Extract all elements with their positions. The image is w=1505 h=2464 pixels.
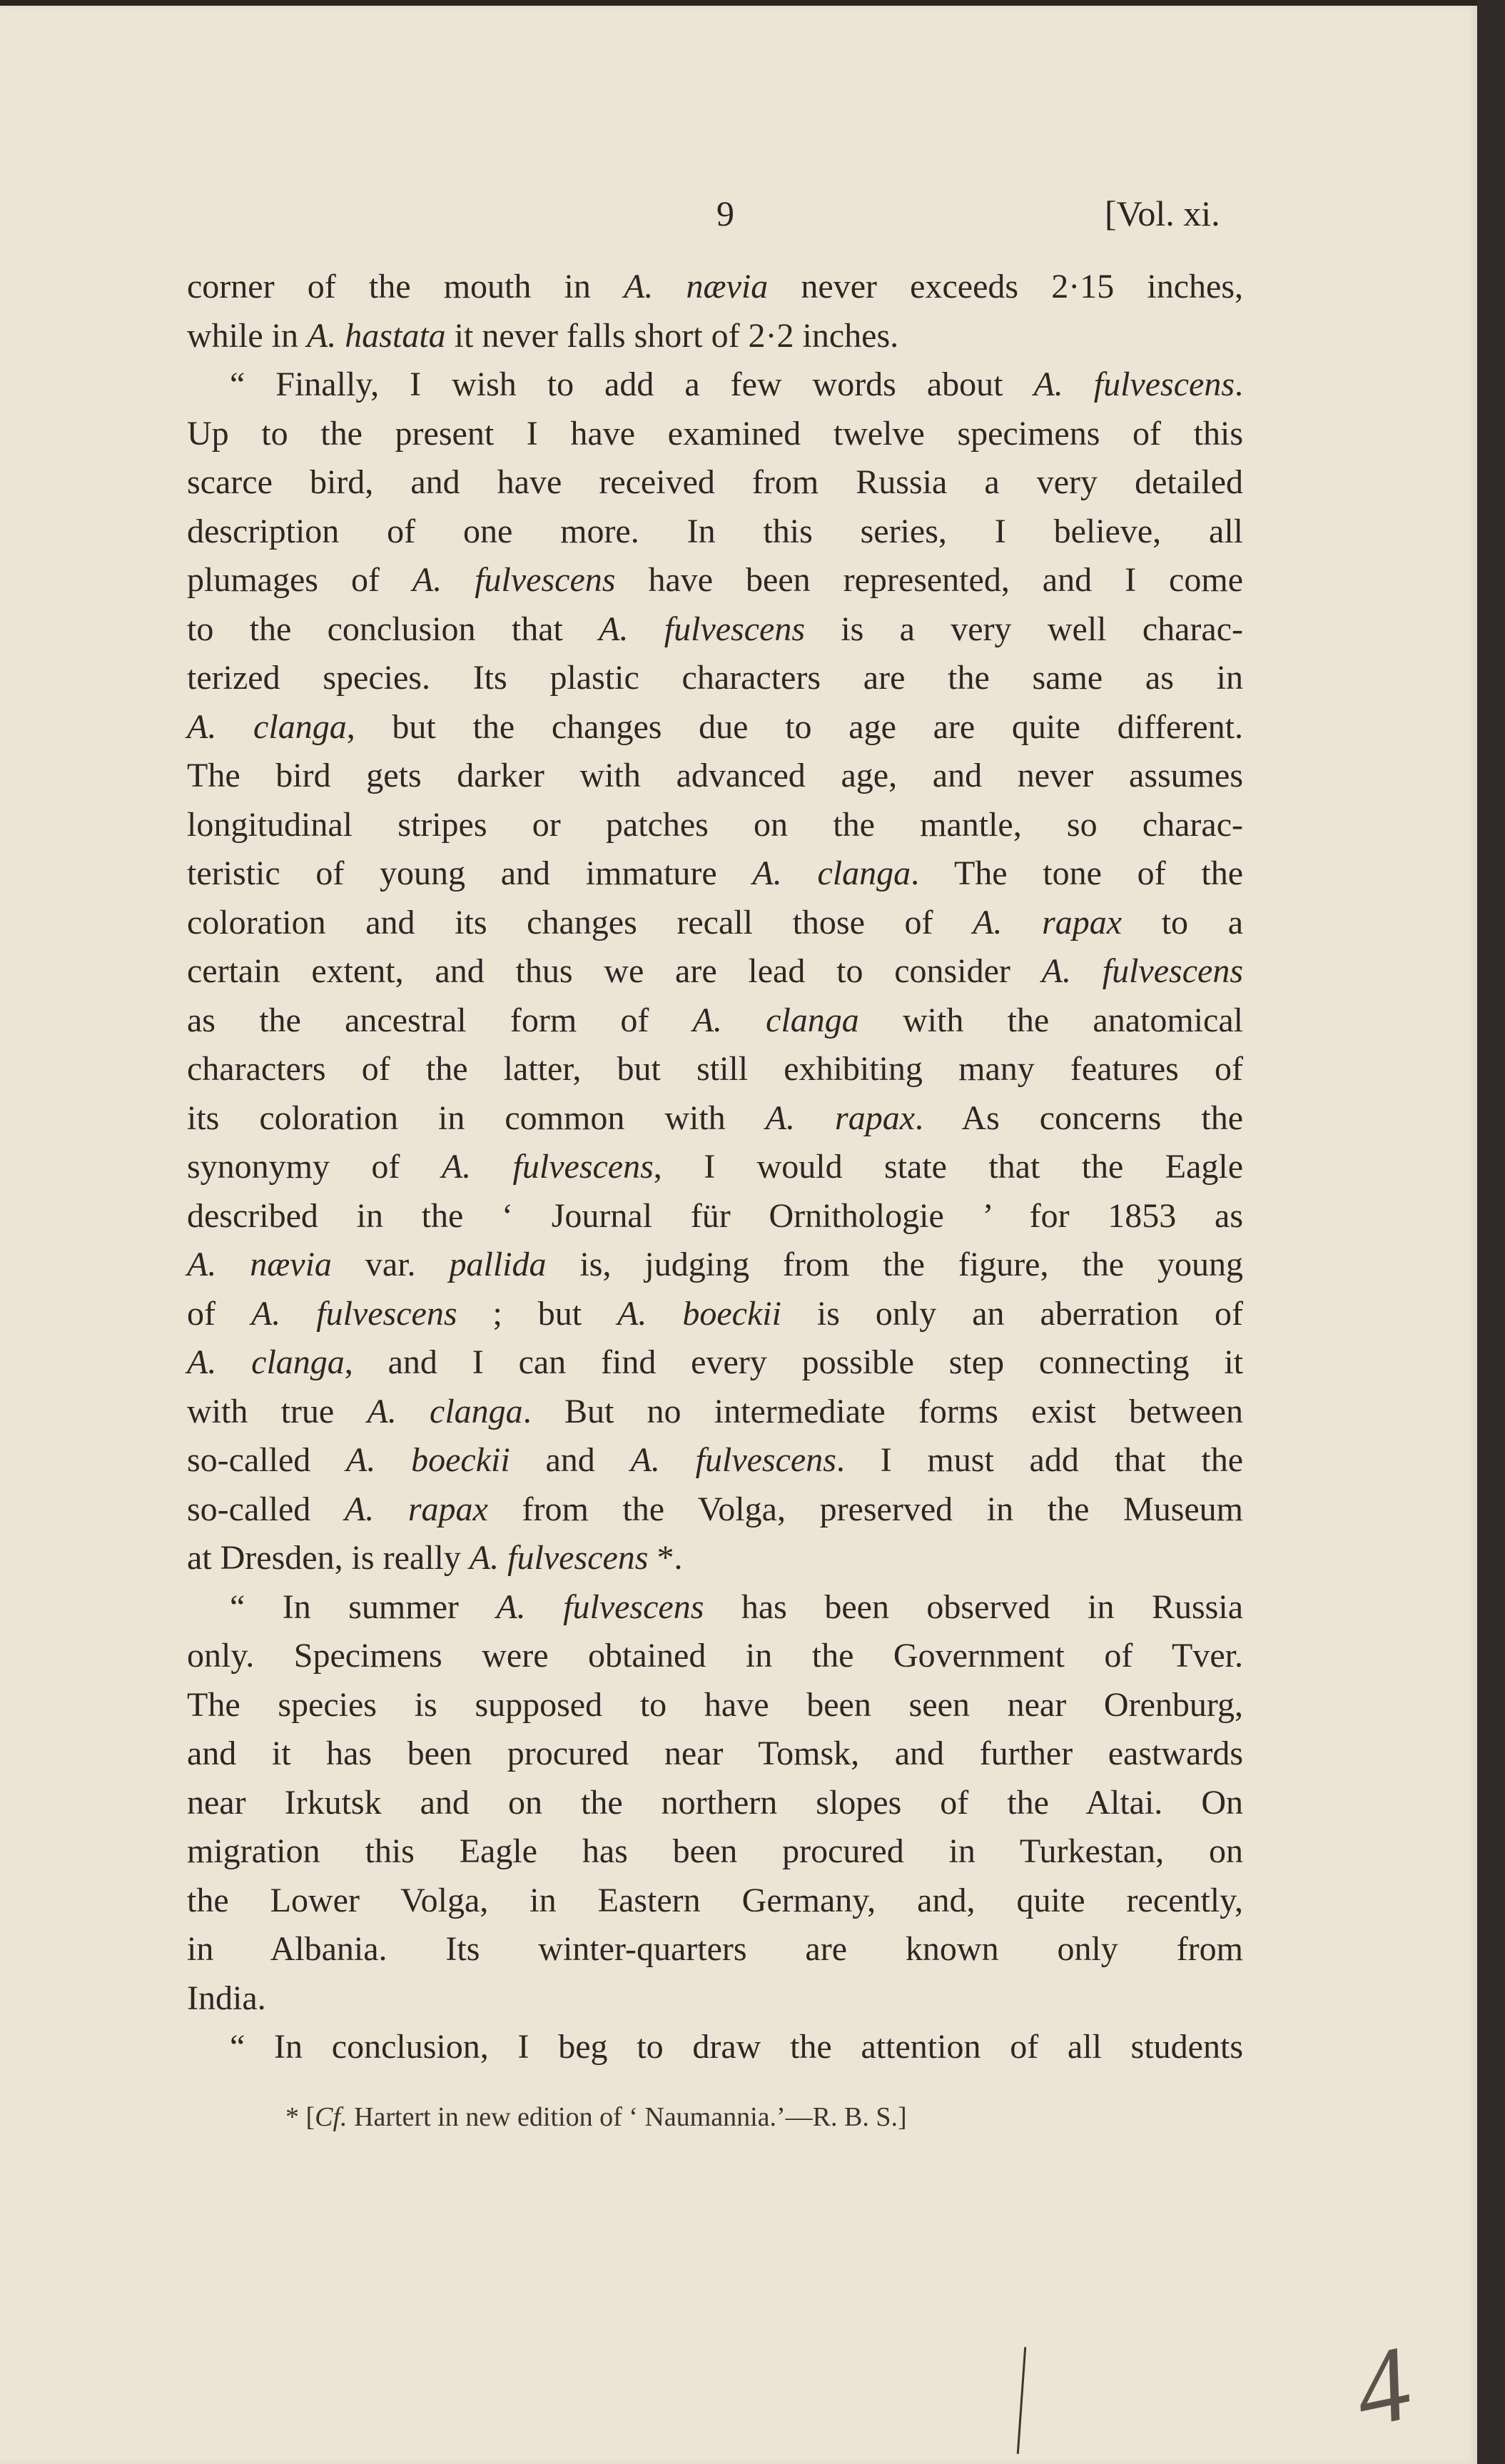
- text-line: “ In conclusion, I beg to draw the attention of all students: [230, 2028, 1243, 2066]
- text-line: its coloration in common with A. rapax. As concerns the: [187, 1099, 1243, 1137]
- text-line: the Lower Volga, in Eastern Germany, and, quite recently,: [187, 1881, 1243, 1919]
- text-line: plumages of A. fulvescens have been represented, and I come: [187, 561, 1243, 599]
- text-line: certain extent, and thus we are lead to consider A. fulvescens: [187, 952, 1244, 990]
- scan-right-edge: [1477, 0, 1505, 2464]
- text-line: description of one more. In this series, I believe, all: [187, 512, 1243, 550]
- volume-label: [Vol. xi.: [1105, 193, 1220, 233]
- text-line: A. clanga, but the changes due to age are quite different.: [187, 707, 1243, 746]
- text-line: “ Finally, I wish to add a few words about A. fulvescens.: [230, 365, 1243, 403]
- text-line: at Dresden, is really A. fulvescens *.: [187, 1539, 683, 1577]
- footnote: * [Cf. Hartert in new edition of ‘ Naumannia.’—R. B. S.]: [285, 2102, 907, 2132]
- text-line: scarce bird, and have received from Russia a very detailed: [187, 463, 1243, 501]
- text-line: Up to the present I have examined twelve specimens of this: [187, 414, 1243, 453]
- text-line: of A. fulvescens ; but A. boeckii is only an aberration of: [187, 1294, 1243, 1333]
- text-line: with true A. clanga. But no intermediate forms exist between: [187, 1392, 1243, 1430]
- text-line: characters of the latter, but still exhibiting many features of: [187, 1050, 1243, 1088]
- text-line: terized species. Its plastic characters are the same as in: [187, 659, 1243, 697]
- text-line: A. clanga, and I can find every possible step connecting it: [187, 1343, 1243, 1381]
- text-line: and it has been procured near Tomsk, and further eastwards: [187, 1735, 1243, 1772]
- text-line: to the conclusion that A. fulvescens is a very well charac-: [187, 610, 1243, 648]
- page-number: 9: [716, 193, 734, 233]
- text-line: A. nævia var. pallida is, judging from the figure, the young: [187, 1246, 1244, 1283]
- text-line: migration this Eagle has been procured in Turkestan, on: [187, 1832, 1243, 1870]
- pencil-stroke: [1017, 2347, 1026, 2454]
- book-page: [0, 6, 1477, 2464]
- text-line: The bird gets darker with advanced age, and never assumes: [187, 757, 1243, 794]
- text-line: near Irkutsk and on the northern slopes of the Altai. On: [187, 1783, 1243, 1822]
- text-line: corner of the mouth in A. nævia never exceeds 2·15 inches,: [187, 268, 1243, 306]
- body-text: [187, 263, 1243, 2072]
- text-line: teristic of young and immature A. clanga. The tone of the: [187, 854, 1243, 892]
- text-line: as the ancestral form of A. clanga with the anatomical: [187, 1001, 1243, 1039]
- handwritten-page-mark: 4: [1344, 2323, 1422, 2450]
- text-line: India.: [187, 1979, 266, 2017]
- text-line: so-called A. boeckii and A. fulvescens. I must add that the: [187, 1441, 1244, 1479]
- text-line: so-called A. rapax from the Volga, preserved in the Museum: [187, 1490, 1244, 1528]
- text-line: coloration and its changes recall those of A. rapax to a: [187, 903, 1243, 941]
- text-line: synonymy of A. fulvescens, I would state that the Eagle: [187, 1148, 1244, 1186]
- text-line: The species is supposed to have been seen near Orenburg,: [187, 1685, 1243, 1724]
- text-line: longitudinal stripes or patches on the mantle, so charac-: [187, 805, 1243, 844]
- text-line: described in the ‘ Journal für Ornithologie ’ for 1853 as: [187, 1196, 1243, 1235]
- text-line: only. Specimens were obtained in the Government of Tver.: [187, 1637, 1243, 1675]
- text-line: in Albania. Its winter-quarters are known only from: [187, 1930, 1243, 1968]
- scan-top-edge: [0, 0, 1505, 6]
- text-line: while in A. hastata it never falls short of 2·2 inches.: [187, 316, 899, 355]
- text-line: “ In summer A. fulvescens has been observed in Russia: [230, 1587, 1243, 1626]
